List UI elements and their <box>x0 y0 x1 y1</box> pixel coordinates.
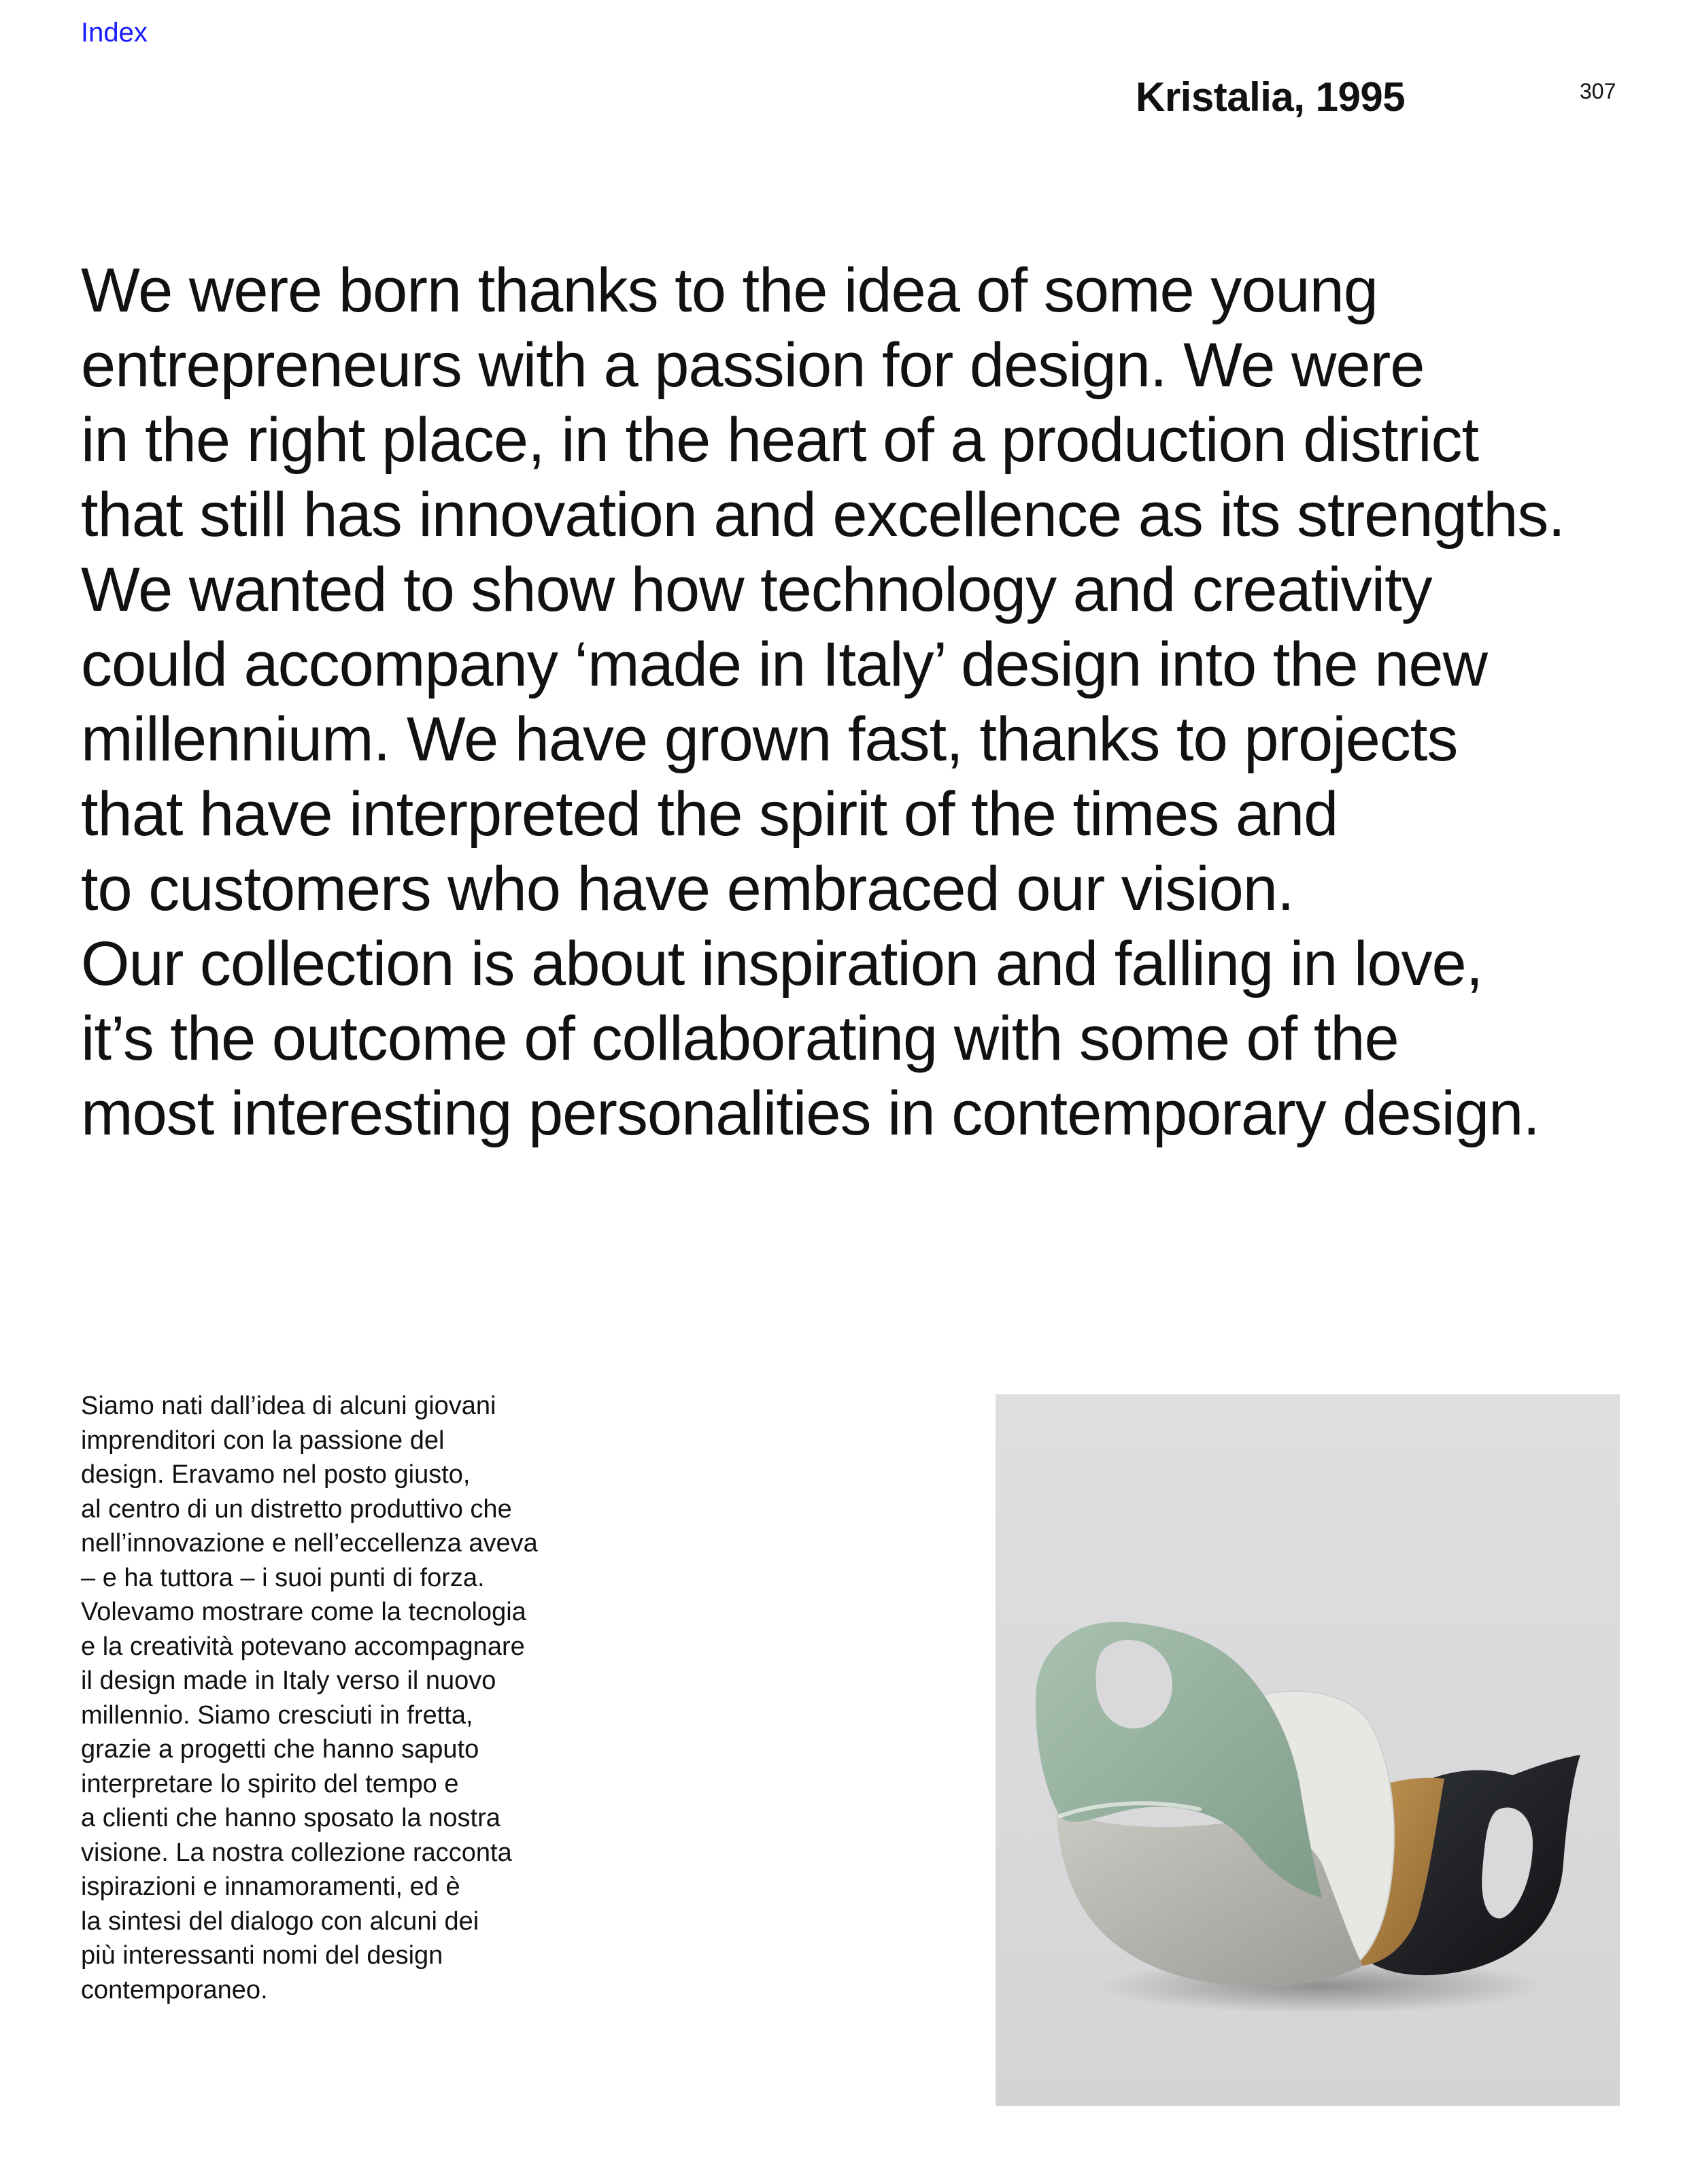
lead-line: in the right place, in the heart of a production district <box>81 405 1479 475</box>
lead-line: to customers who have embraced our vision. <box>81 854 1294 924</box>
lead-line: entrepreneurs with a passion for design. We were <box>81 331 1425 400</box>
italian-line: a clienti che hanno sposato la nostra <box>81 1804 500 1832</box>
lead-line: Our collection is about inspiration and falling in love, <box>81 929 1483 998</box>
italian-line: Siamo nati dall’idea di alcuni giovani <box>81 1392 496 1420</box>
lead-line: could accompany ‘made in Italy’ design into the new <box>81 630 1487 699</box>
lead-line: most interesting personalities in contemporary design. <box>81 1079 1540 1148</box>
chairs-photo <box>996 1394 1620 2106</box>
italian-line: al centro di un distretto produttivo che <box>81 1494 512 1524</box>
italian-line: imprenditori con la passione del <box>81 1426 445 1455</box>
italian-line: contemporaneo. <box>81 1975 268 2004</box>
lead-line: that still has innovation and excellence as its strengths. <box>81 480 1565 550</box>
italian-line: il design made in Italy verso il nuovo <box>81 1666 496 1695</box>
lead-line: that have interpreted the spirit of the times and <box>81 779 1338 849</box>
lead-line: millennium. We have grown fast, thanks to projects <box>81 705 1458 774</box>
italian-line: millennio. Siamo cresciuti in fretta, <box>81 1700 473 1730</box>
page-number: 307 <box>1580 79 1616 103</box>
italian-line: visione. La nostra collezione racconta <box>81 1838 512 1867</box>
lead-line: it’s the outcome of collaborating with some of the <box>81 1004 1399 1073</box>
italian-paragraph <box>81 1389 571 2007</box>
italian-line: la sintesi del dialogo con alcuni dei <box>81 1906 479 1936</box>
italian-line: nell’innovazione e nell’eccellenza aveva <box>81 1529 538 1558</box>
italian-line: interpretare lo spirito del tempo e <box>81 1769 459 1798</box>
lead-paragraph <box>81 253 1659 1151</box>
index-link[interactable]: Index <box>81 18 148 48</box>
page-title: Kristalia, 1995 <box>1136 74 1406 120</box>
italian-line: più interessanti nomi del design <box>81 1941 443 1970</box>
italian-line: design. Eravamo nel posto giusto, <box>81 1460 471 1489</box>
italian-line: grazie a progetti che hanno saputo <box>81 1735 479 1764</box>
italian-line: Volevamo mostrare come la tecnologia <box>81 1598 526 1626</box>
italian-line: – e ha tuttora – i suoi punti di forza. <box>81 1563 485 1592</box>
lead-line: We were born thanks to the idea of some young <box>81 256 1378 325</box>
stacked-chairs-illustration <box>996 1394 1620 2106</box>
italian-line: ispirazioni e innamoramenti, ed è <box>81 1872 460 1901</box>
italian-line: e la creatività potevano accompagnare <box>81 1632 525 1661</box>
lead-line: We wanted to show how technology and creativity <box>81 555 1432 624</box>
